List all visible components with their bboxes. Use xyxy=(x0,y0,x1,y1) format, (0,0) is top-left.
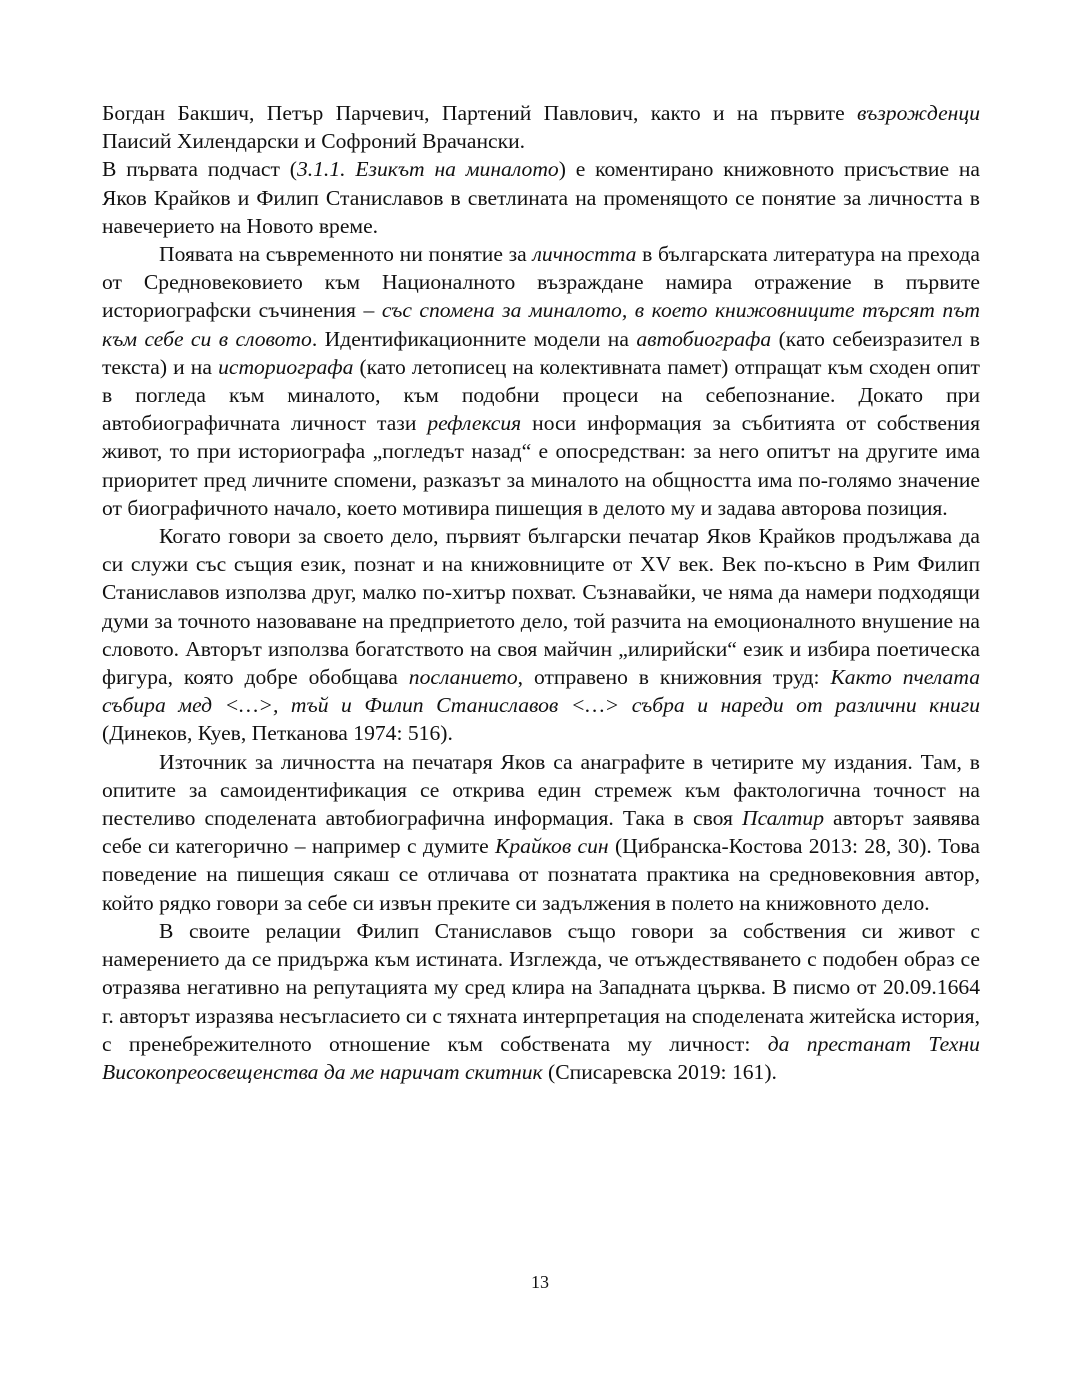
text-segment-italic: автобиографа xyxy=(636,326,772,351)
text-segment-italic: със спомена за миналото, в което книжовниците търсят път към себе си в словото xyxy=(102,298,981,351)
text-segment-italic: личността xyxy=(532,242,637,267)
paragraph-2 xyxy=(102,155,980,240)
text-segment-italic: посланието xyxy=(408,665,518,690)
text-segment: В първата подчаст ( xyxy=(102,157,297,182)
text-segment: В своите релации Филип Станиславов също говори за собствения си живот с намерението да се придържа към истината. Изглежда, че отъждествяването с подобен образ се отразява негативно на репутацията му сред клира на Западната църква. В писмо от 20.09.1664 г. авторът изразява несъгласието си с тяхната интерпретация на споделената житейска история, с пренебрежителното отношение към собствената му личност: xyxy=(102,918,980,1056)
paragraph-6 xyxy=(102,917,980,1086)
text-segment-italic: рефлексия xyxy=(427,411,522,436)
text-segment-italic: да престанат Техни Високопреосвещенства да ме наричат скитник xyxy=(102,1031,980,1084)
text-segment-italic: Псалтир xyxy=(741,806,824,831)
text-segment-italic: Както пчелата събира мед <…>, тъй и Филип Станиславов <…> събра и нареди от различни книги xyxy=(102,665,980,718)
text-segment: ) е коментирано книжовното присъствие на Яков Крайков и Филип Станиславов в светлината на променящото се понятие за личността в навечерието на Новото време. xyxy=(102,157,981,238)
text-segment: (Цибранска-Костова 2013: 28, 30). Това поведение на пишещия сякаш се отличава от познатата практика на средновековния автор, който рядко говори за себе си извън преките си задължения в полето на книжовното дело. xyxy=(102,834,980,915)
text-segment: Когато говори за своето дело, първият български печатар Яков Крайков продължава да си служи със същия език, познат и на книжовниците от XV век. Век по-късно в Рим Филип Станиславов използва друг, малко по-хитър похват. Съзнавайки, че няма да намери подходящи думи за точното назоваване на предприетото дело, той разчита на емоционалното внушение на словото. Авторът използва богатството на своя майчин „илирийски“ език и избира поетическа фигура, която добре обобщава xyxy=(102,524,980,690)
text-segment: в българската литература на прехода от Средновековието към Националното възраждане намира отражение в първите историографски съчинения – xyxy=(102,242,980,323)
paragraph-5 xyxy=(102,748,980,917)
text-segment: Източник за личността на печатаря Яков са анаграфите в четирите му издания. Там, в опитите за самоидентификация се открива един стремеж към фактологична точност на пестеливо споделената автобиографична информация. Така в своя xyxy=(102,749,980,831)
text-segment-italic: 3.1.1. Езикът на миналото xyxy=(296,157,559,182)
text-segment: , отправено в книжовния труд: xyxy=(517,665,831,690)
text-segment-italic: възрожденци xyxy=(857,101,980,125)
text-segment: Богдан Бакшич, Петър Парчевич, Партений Павлович, както и на първите xyxy=(102,101,858,125)
text-segment: носи информация за събитията от собствения живот, то при историографа „погледът назад“ е опосредстван: за него опитът на другите има приоритет пред личните спомени, разказът за миналото на общността има по-голямо значение от биографичното начало, което мотивира пишещия в делото му и задава авторова позиция. xyxy=(102,411,981,520)
text-segment: (Списаревска 2019: 161). xyxy=(542,1059,777,1084)
paragraph-4 xyxy=(102,522,980,748)
text-segment: Паисий Хилендарски и Софроний Врачански. xyxy=(102,129,526,154)
text-segment: (като себеизразител в текста) и на xyxy=(102,326,980,379)
text-segment: (като летописец на колективната памет) отпращат към сходен опит в погледа към миналото, към подобни процеси на себепознание. Докато при автобиографичната личност тази xyxy=(102,354,980,436)
text-segment: . Идентификационните модели на xyxy=(311,326,637,351)
text-segment-italic: Крайков син xyxy=(495,834,609,859)
document-body xyxy=(102,99,980,1086)
paragraph-3 xyxy=(102,240,980,522)
text-segment: авторът заявява себе си категорично – например с думите xyxy=(102,806,980,859)
page-number: 13 xyxy=(531,1272,549,1292)
paragraph-1 xyxy=(102,99,980,155)
text-segment: (Динеков, Куев, Петканова 1974: 516). xyxy=(102,721,453,746)
text-segment-italic: историографа xyxy=(218,354,354,379)
text-segment: Появата на съвременното ни понятие за xyxy=(159,242,533,267)
